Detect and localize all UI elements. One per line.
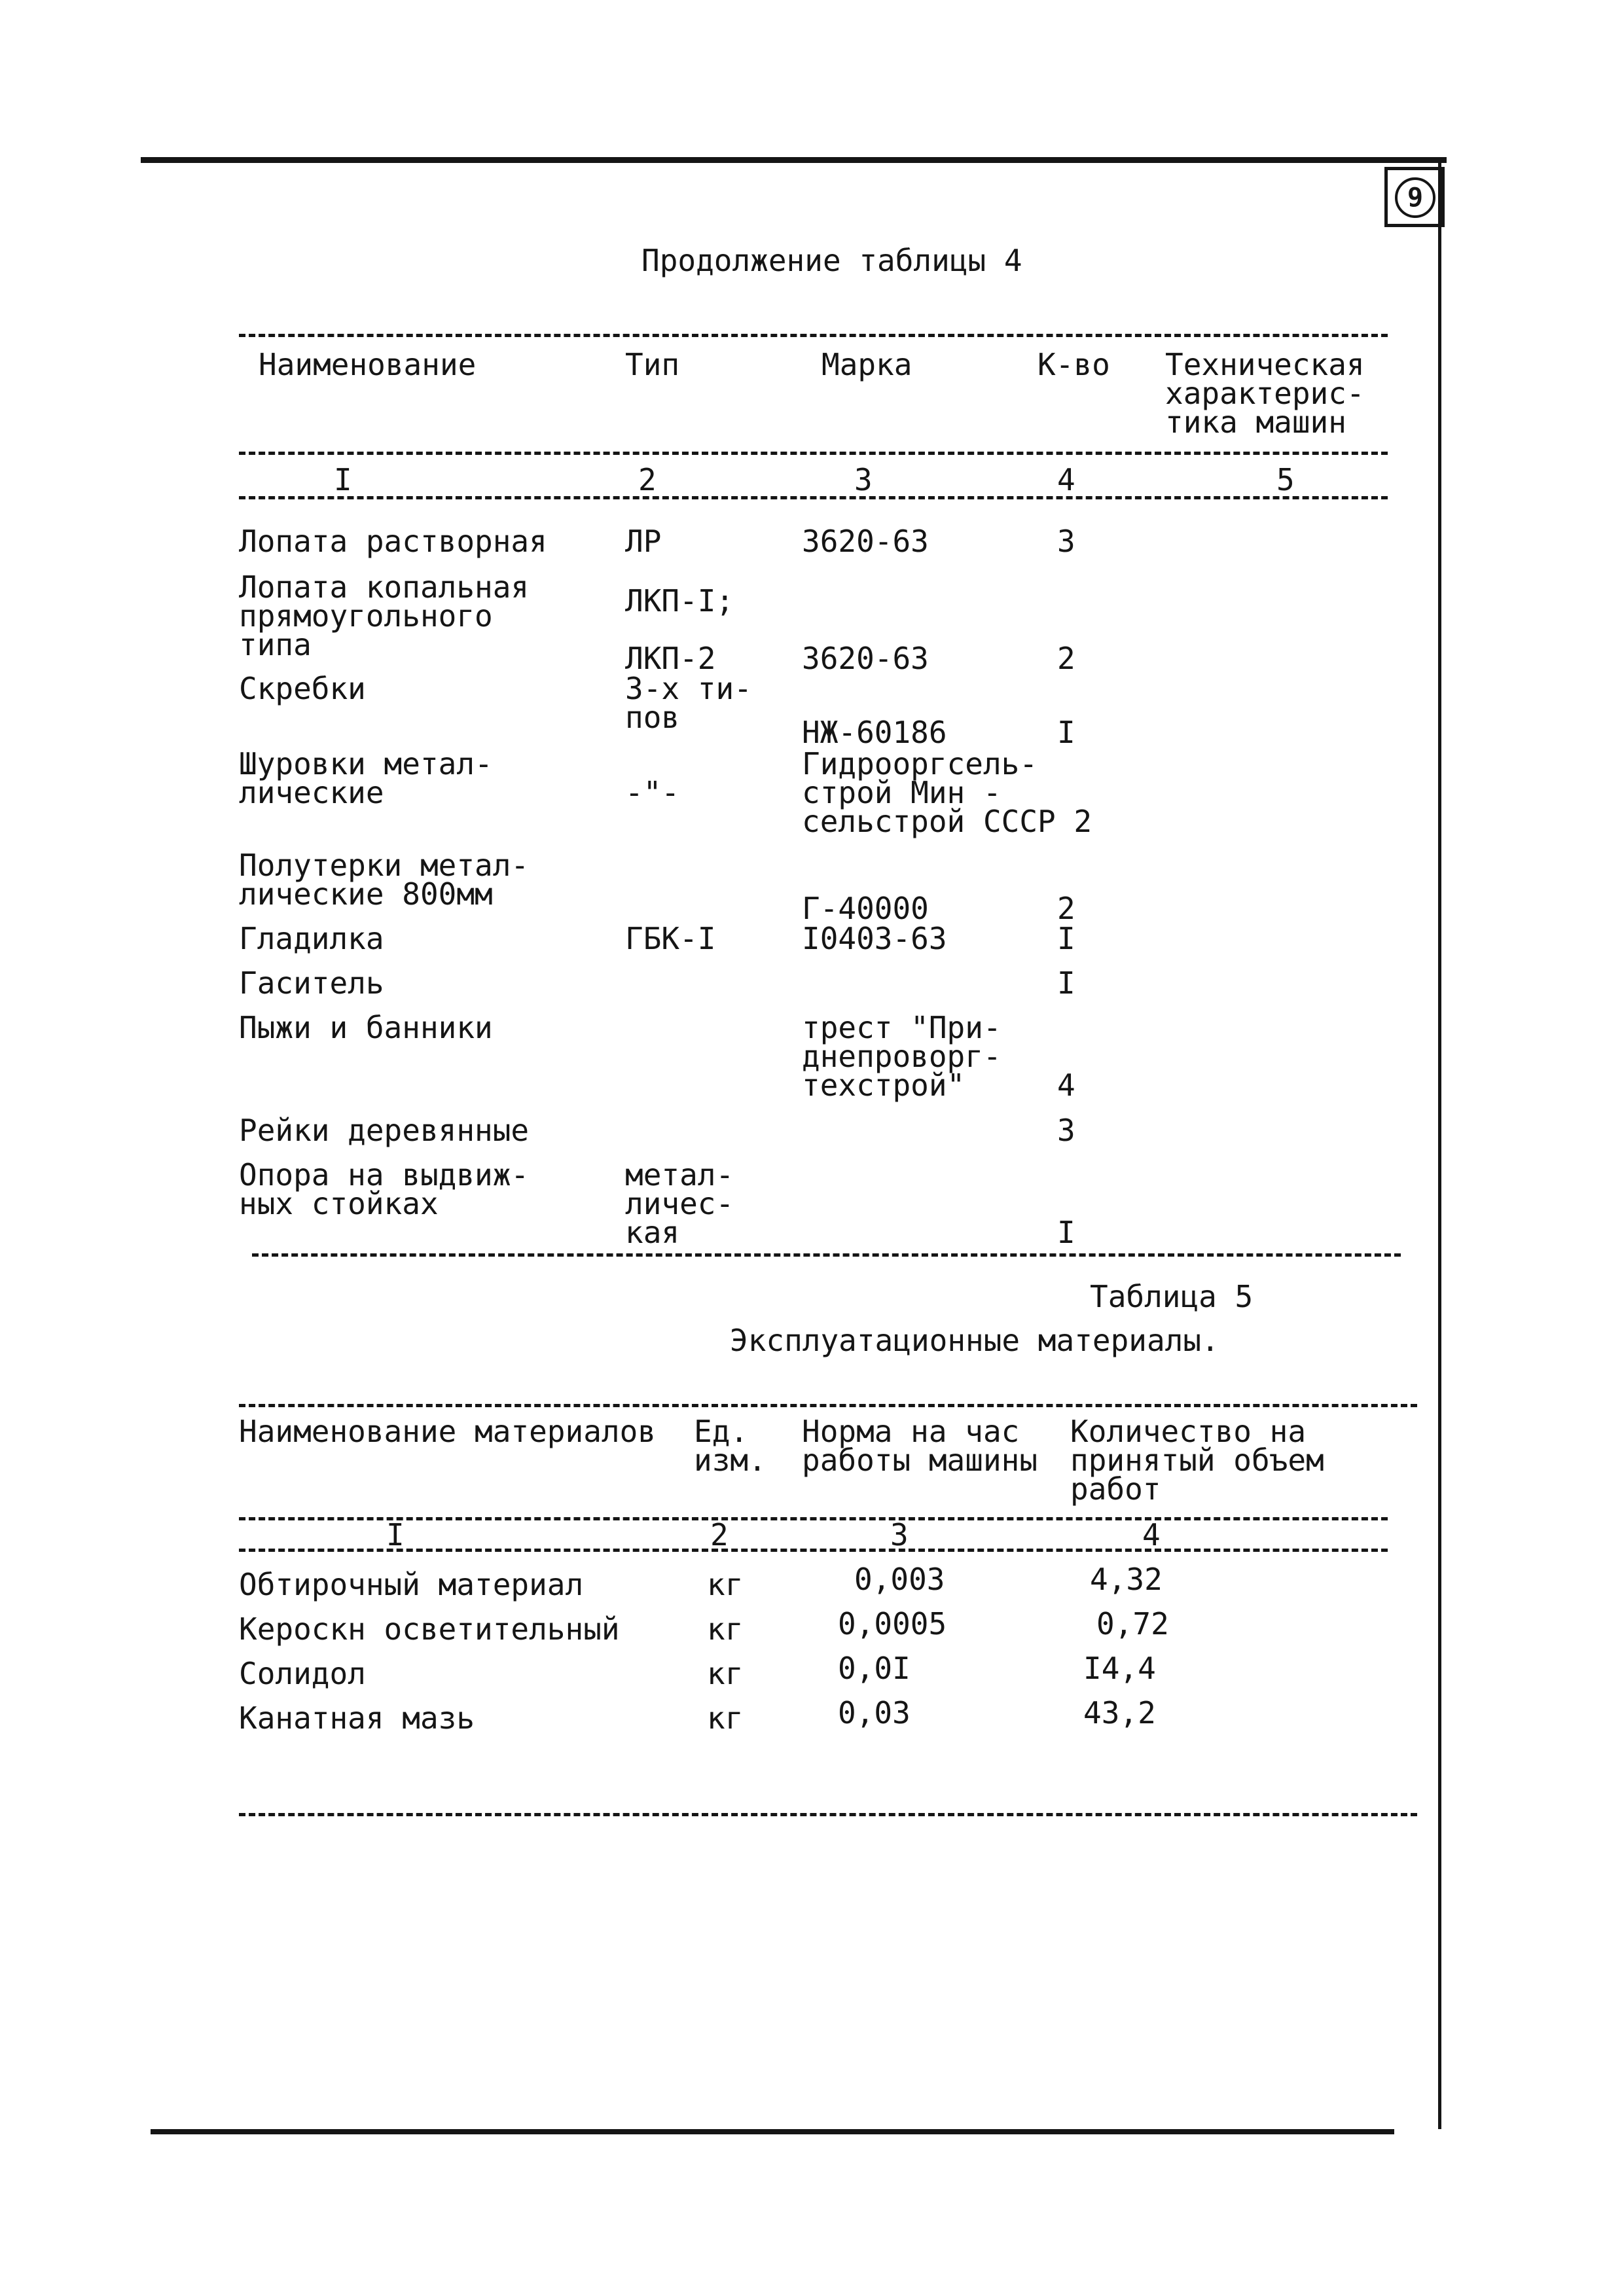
table4-row-qty: I	[1057, 715, 1075, 750]
table4-row-mark: 3620-63	[802, 524, 929, 559]
table4-row-name: Пыжи и банники	[239, 1010, 493, 1045]
table4-row-qty: 3	[1057, 524, 1075, 559]
table4-colnum-3: 3	[854, 462, 873, 497]
table4-row-type: ГБК-I	[625, 921, 716, 956]
table5-header-name: Наименование материалов	[239, 1414, 656, 1449]
table4-row-type: метал- личес- кая	[625, 1157, 734, 1250]
table4-row-mark: 3620-63	[802, 641, 929, 676]
table5-colnum-3: 3	[890, 1517, 909, 1552]
table4-row-mark: I0403-63	[802, 921, 947, 956]
table4-row-qty: I	[1057, 965, 1075, 1001]
table5-row-unit: кг	[707, 1700, 744, 1736]
table5-row-name: Обтирочный материал	[239, 1567, 584, 1602]
table4-rule-bottom	[252, 1253, 1401, 1257]
table5-row-qty: 43,2	[1083, 1695, 1156, 1731]
table4-rule-header	[239, 452, 1388, 455]
table4-row-name: Шуровки метал- лические	[239, 746, 493, 810]
table4-header-name: Наименование	[259, 347, 477, 382]
table5-colnum-2: 2	[710, 1517, 729, 1552]
table5-rule-header	[239, 1517, 1388, 1520]
table5-colnum-4: 4	[1142, 1517, 1161, 1552]
table4-colnum-1: I	[334, 462, 352, 497]
table5-colnum-1: I	[386, 1517, 405, 1552]
table5-title: Эксплуатационные материалы.	[730, 1323, 1219, 1358]
table4-row-mark: Г-40000	[802, 891, 929, 926]
table4-row-mark: трест "При- днепроворг- техстрой"	[802, 1010, 1001, 1103]
table4-row-name: Лопата растворная	[239, 524, 547, 559]
table4-header-tech: Техническая характерис- тика машин	[1165, 347, 1365, 440]
table4-row-name: Рейки деревянные	[239, 1113, 530, 1148]
table5-rule-top	[239, 1404, 1417, 1407]
table5-row-qty: 4,32	[1090, 1562, 1163, 1597]
table4-header-qty: К-во	[1038, 347, 1110, 382]
table5-row-name: Канатная мазь	[239, 1700, 475, 1736]
table5-row-name: Солидол	[239, 1656, 366, 1691]
table5-row-qty: 0,72	[1096, 1606, 1169, 1641]
bottom-border-line	[151, 2129, 1394, 2134]
table4-colnum-4: 4	[1057, 462, 1075, 497]
table5-rule-bottom	[239, 1813, 1417, 1816]
right-border-line	[1438, 159, 1441, 2129]
table4-header-type: Тип	[625, 347, 680, 382]
table5-row-name: Кероскн осветительный	[239, 1611, 620, 1647]
table4-row-qty: 2	[1057, 891, 1075, 926]
table4-row-qty: I	[1057, 1215, 1075, 1250]
table4-row-qty: 3	[1057, 1113, 1075, 1148]
table5-row-norm: 0,0005	[838, 1606, 947, 1641]
table5-row-norm: 0,003	[854, 1562, 945, 1597]
table5-header-norm: Норма на час работы машины	[802, 1414, 1038, 1478]
table4-header-mark: Марка	[821, 347, 912, 382]
top-border-line	[141, 157, 1447, 163]
table5-rule-colnums	[239, 1549, 1388, 1552]
table4-caption: Продолжение таблицы 4	[641, 243, 1022, 278]
table4-row-name: Лопата копальная прямоугольного типа	[239, 569, 530, 662]
table4-row-type: ЛР	[625, 524, 662, 559]
table5-row-qty: I4,4	[1083, 1651, 1156, 1686]
table5-label: Таблица 5	[1090, 1279, 1254, 1314]
table4-row-qty: 4	[1057, 1067, 1075, 1103]
table4-row-name: Скребки	[239, 671, 366, 706]
table4-rule-colnums	[239, 496, 1388, 499]
table5-row-unit: кг	[707, 1656, 744, 1691]
table5-header-qty: Количество на принятый объем работ	[1070, 1414, 1324, 1507]
page-number: 9	[1395, 177, 1435, 218]
table4-row-name: Гладилка	[239, 921, 384, 956]
table4-rule-top	[239, 334, 1388, 337]
table4-row-type: ЛКП-I; ЛКП-2	[625, 583, 734, 676]
table4-row-qty: I	[1057, 921, 1075, 956]
table4-row-name: Гаситель	[239, 965, 384, 1001]
table4-colnum-2: 2	[638, 462, 657, 497]
table4-row-qty: 2	[1057, 641, 1075, 676]
table4-colnum-5: 5	[1276, 462, 1295, 497]
table5-row-norm: 0,03	[838, 1695, 911, 1731]
table5-header-unit: Ед. изм.	[694, 1414, 767, 1478]
table4-row-mark: НЖ-60186	[802, 715, 947, 750]
table5-row-unit: кг	[707, 1611, 744, 1647]
page-number-box	[1384, 167, 1445, 227]
table4-row-name: Полутерки метал- лические 800мм	[239, 848, 530, 912]
table5-row-norm: 0,0I	[838, 1651, 911, 1686]
table4-row-type: -"-	[625, 775, 680, 810]
table4-row-mark: Гидрооргсель- строй Мин - сельстрой СССР 2	[802, 746, 1092, 839]
table4-row-name: Опора на выдвиж- ных стойках	[239, 1157, 530, 1221]
table5-row-unit: кг	[707, 1567, 744, 1602]
table4-row-type: 3-х ти- пов	[625, 671, 752, 735]
